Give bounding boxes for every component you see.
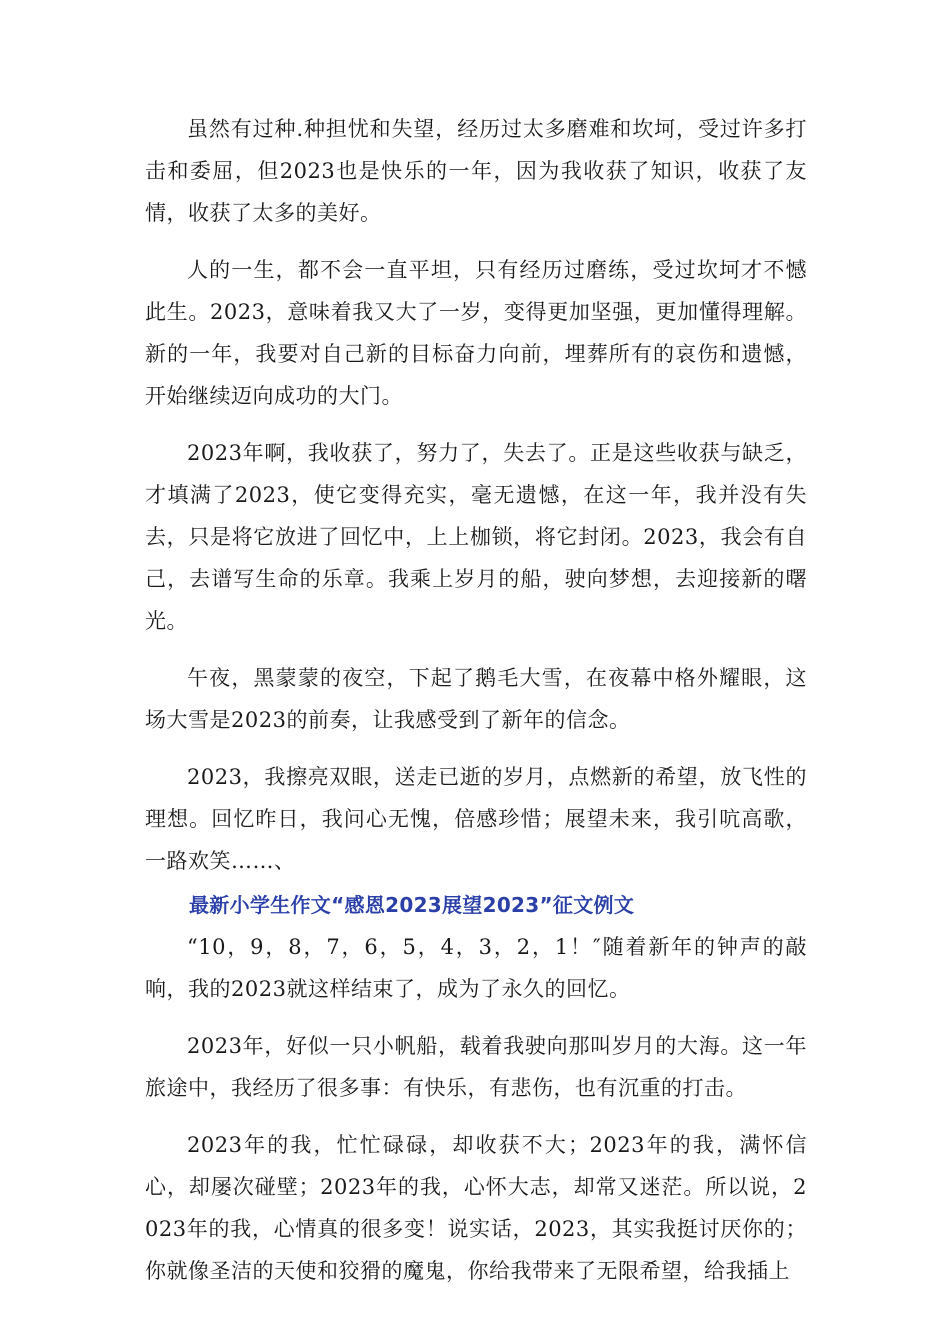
paragraph: 午夜，黑蒙蒙的夜空，下起了鹅毛大雪，在夜幕中格外耀眼，这场大雪是2023的前奏，让我感受到了新年的信念。 xyxy=(145,666,807,732)
paragraph: 2023年啊，我收获了，努力了，失去了。正是这些收获与缺乏，才填满了2023，使它变得充实，毫无遗憾，在这一年，我并没有失去，只是将它放进了回忆中，上上枷锁，将它封闭。2023，我会有自己，去谱写生命的乐章。我乘上岁月的船，驶向梦想，去迎接新的曙光。 xyxy=(145,441,807,633)
paragraph: “10，9，8，7，6，5，4，3，2，1！″随着新年的钟声的敲响，我的2023就这样结束了，成为了永久的回忆。 xyxy=(145,935,807,1001)
paragraph: 2023，我擦亮双眼，送走已逝的岁月，点燃新的希望，放飞性的理想。回忆昨日，我问心无愧，倍感珍惜；展望未来，我引吭高歌，一路欢笑……、 xyxy=(145,765,807,873)
section-heading: 最新小学生作文“感恩2023展望2023”征文例文 xyxy=(189,893,635,917)
paragraph: 2023年，好似一只小帆船，载着我驶向那叫岁月的大海。这一年旅途中，我经历了很多事：有快乐，有悲伤，也有沉重的打击。 xyxy=(145,1034,807,1100)
paragraph: 人的一生，都不会一直平坦，只有经历过磨练，受过坎坷才不憾此生。2023，意味着我又大了一岁，变得更加坚强，更加懂得理解。新的一年，我要对自己新的目标奋力向前，埋葬所有的哀伤和遗憾，开始继续迈向成功的大门。 xyxy=(145,258,807,408)
paragraph: 2023年的我，忙忙碌碌，却收获不大；2023年的我，满怀信心，却屡次碰壁；2023年的我，心怀大志，却常又迷茫。所以说，2023年的我，心情真的很多变！说实话，2023，其实我挺讨厌你的；你就像圣洁的天使和狡猾的魔鬼，你给我带来了无限希望，给我插上 xyxy=(145,1133,807,1283)
document-page xyxy=(145,108,807,1307)
paragraph: 虽然有过种.种担忧和失望，经历过太多磨难和坎坷，受过许多打击和委屈，但2023也是快乐的一年，因为我收获了知识，收获了友情，收获了太多的美好。 xyxy=(145,117,807,225)
